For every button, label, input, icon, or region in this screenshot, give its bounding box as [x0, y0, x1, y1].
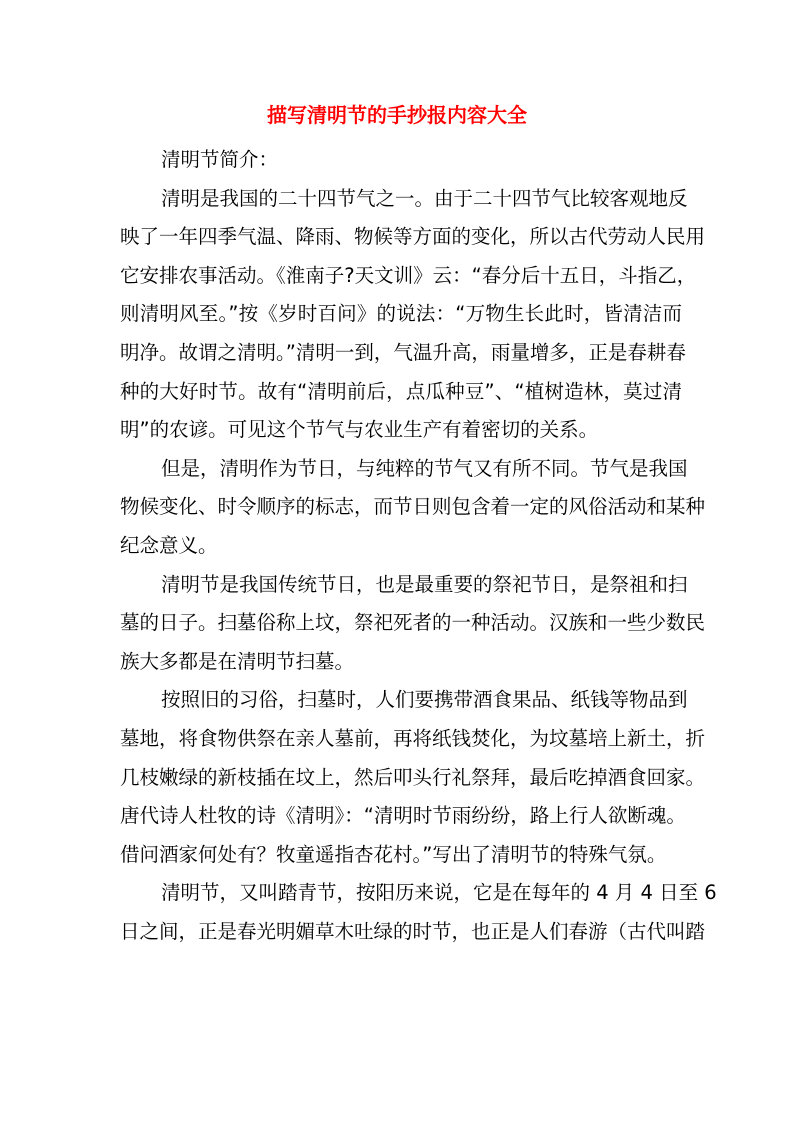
paragraph	[120, 566, 706, 682]
paragraph-line: 它安排农事活动。《淮南子?天文训》云：“春分后十五日，斗指乙，	[120, 263, 697, 287]
paragraph-line: 日之间，正是春光明媚草木吐绿的时节，也正是人们春游（古代叫踏	[120, 919, 706, 943]
paragraph	[120, 180, 706, 450]
paragraph-line: 几枝嫩绿的新枝插在坟上，然后叩头行礼祭拜，最后吃掉酒食回家。	[120, 765, 706, 789]
paragraph-line: 明”的农谚。可见这个节气与农业生产有着密切的关系。	[120, 418, 599, 442]
paragraph-line: 纪念意义。	[120, 533, 218, 557]
paragraph-line: 清明节简介：	[161, 148, 279, 171]
paragraph-line: 清明是我国的二十四节气之一。由于二十四节气比较客观地反	[161, 186, 688, 210]
page-title: 描写清明节的手抄报内容大全	[267, 103, 527, 127]
paragraph-line: 按照旧的习俗，扫墓时，人们要携带酒食果品、纸钱等物品到	[161, 688, 688, 712]
paragraph	[120, 874, 717, 951]
paragraph-line: 族大多都是在清明节扫墓。	[120, 649, 355, 673]
paragraph	[120, 141, 682, 180]
paragraph-line: 明净。故谓之清明。”清明一到，气温升高，雨量增多，正是春耕春	[120, 340, 686, 364]
paragraph-line: 但是，清明作为节日，与纯粹的节气又有所不同。节气是我国	[161, 456, 688, 480]
paragraph-line: 墓的日子。扫墓俗称上坟，祭祀死者的一种活动。汉族和一些少数民	[120, 611, 706, 635]
paragraph-line: 种的大好时节。故有“清明前后，点瓜种豆”、“植树造林，莫过清	[120, 379, 682, 403]
paragraph	[120, 450, 706, 566]
paragraph-line: 唐代诗人杜牧的诗《清明》：“清明时节雨纷纷，路上行人欲断魂。	[120, 804, 686, 828]
paragraph-line: 清明节是我国传统节日，也是最重要的祭祀节日，是祭祖和扫	[161, 572, 688, 596]
paragraph-line: 映了一年四季气温、降雨、物候等方面的变化，所以古代劳动人民用	[120, 225, 706, 249]
document-body	[120, 141, 717, 951]
paragraph-line: 借问酒家何处有？牧童遥指杏花村。”写出了清明节的特殊气氛。	[120, 842, 667, 866]
paragraph	[120, 681, 706, 874]
paragraph-line: 墓地，将食物供祭在亲人墓前，再将纸钱焚化，为坟墓培上新土，折	[120, 726, 706, 750]
paragraph-line: 则清明风至。”按《岁时百问》的说法：“万物生长此时，皆清洁而	[120, 302, 682, 326]
paragraph-line: 物候变化、时令顺序的标志，而节日则包含着一定的风俗活动和某种	[120, 495, 706, 519]
paragraph-line: 清明节，又叫踏青节，按阳历来说，它是在每年的 4 月 4 日至 6	[161, 881, 717, 905]
